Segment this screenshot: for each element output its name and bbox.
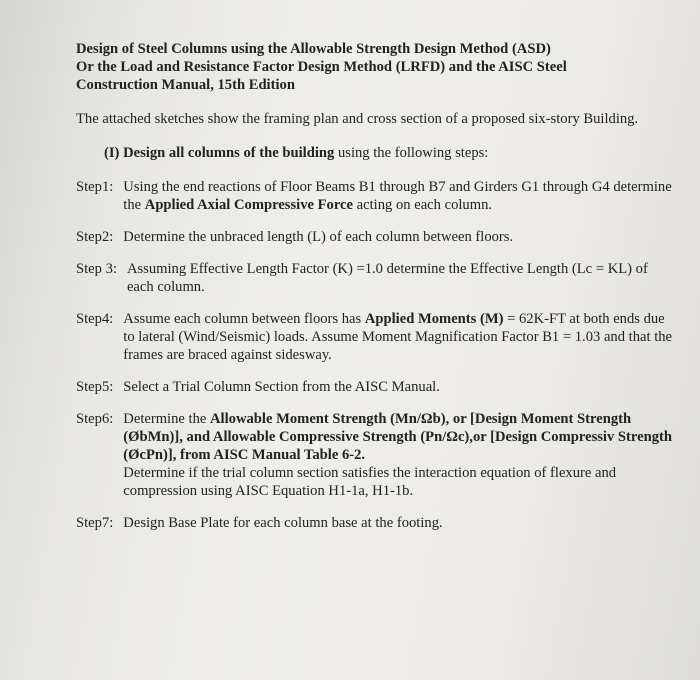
- step-text: [123, 310, 676, 364]
- title-line-3: Construction Manual, 15th Edition: [76, 77, 295, 93]
- step-text-part: Determine the unbraced length (L) of each column between floors.: [123, 229, 514, 245]
- step-text: [123, 228, 676, 246]
- step-text-part: = 62K-FT at both ends due to lateral (Wind/Seismic) loads. Assume Moment Magnification Factor B1 = 1.03 and that the frames are braced against sidesway.: [123, 311, 673, 363]
- step-text-part: Design Base Plate for each column base at the footing.: [123, 515, 443, 531]
- step-text-part: acting on each column.: [353, 197, 493, 213]
- section-number: (I): [104, 145, 120, 161]
- title-line-1: Design of Steel Columns using the Allowable Strength Design Method (ASD): [76, 41, 551, 57]
- step-7: [76, 514, 676, 532]
- step-6: [76, 410, 676, 500]
- step-text-part: Select a Trial Column Section from the AISC Manual.: [123, 379, 440, 395]
- step-label: Step6:: [76, 411, 114, 427]
- step-text-part: Assume each column between floors has: [123, 311, 365, 327]
- step-text-part: Using the end reactions of Floor Beams B1 through B7 and Girders G1 through G4 determine the: [123, 179, 672, 213]
- step-text-part: Determine if the trial column section satisfies the interaction equation of flexure and compression using AISC Equation H1-1a, H1-1b.: [123, 465, 617, 499]
- step-3: [76, 260, 676, 296]
- step-text: [123, 378, 676, 396]
- section-bold-text: Design all columns of the building: [123, 145, 335, 161]
- step-label: Step4:: [76, 311, 114, 327]
- step-label: Step5:: [76, 379, 114, 395]
- intro-paragraph: The attached sketches show the framing plan and cross section of a proposed six-story Building.: [76, 111, 639, 127]
- step-text: [123, 514, 676, 532]
- step-bold-text: Applied Axial Compressive Force: [144, 197, 354, 213]
- document-body: [76, 40, 676, 546]
- section-heading: [104, 144, 676, 162]
- step-4: [76, 310, 676, 364]
- document-title: [76, 40, 676, 94]
- step-bold-text: Allowable Moment Strength (Mn/Ωb), or [Design Moment Strength (ØbMn)], and Allowable Compressive Strength (Pn/Ωc),or [Design Compressiv Strength (ØcPn)], from AISC Manual Table 6-2.: [123, 411, 672, 463]
- step-label: Step7:: [76, 515, 114, 531]
- step-text: [123, 178, 676, 214]
- step-5: [76, 378, 676, 396]
- step-text: [127, 260, 676, 296]
- step-2: [76, 228, 676, 246]
- step-text: [123, 410, 676, 500]
- step-1: [76, 178, 676, 214]
- step-text-part: Determine the: [123, 411, 211, 427]
- step-text-part: Assuming Effective Length Factor (K) =1.0 determine the Effective Length (Lc = KL) of each column.: [126, 261, 648, 295]
- step-bold-text: Applied Moments (M): [364, 311, 504, 327]
- step-label: Step 3:: [76, 261, 117, 277]
- step-label: Step2:: [76, 229, 114, 245]
- title-line-2: Or the Load and Resistance Factor Design Method (LRFD) and the AISC Steel: [76, 59, 567, 75]
- section-rest-text: using the following steps:: [337, 145, 489, 161]
- step-label: Step1:: [76, 179, 114, 195]
